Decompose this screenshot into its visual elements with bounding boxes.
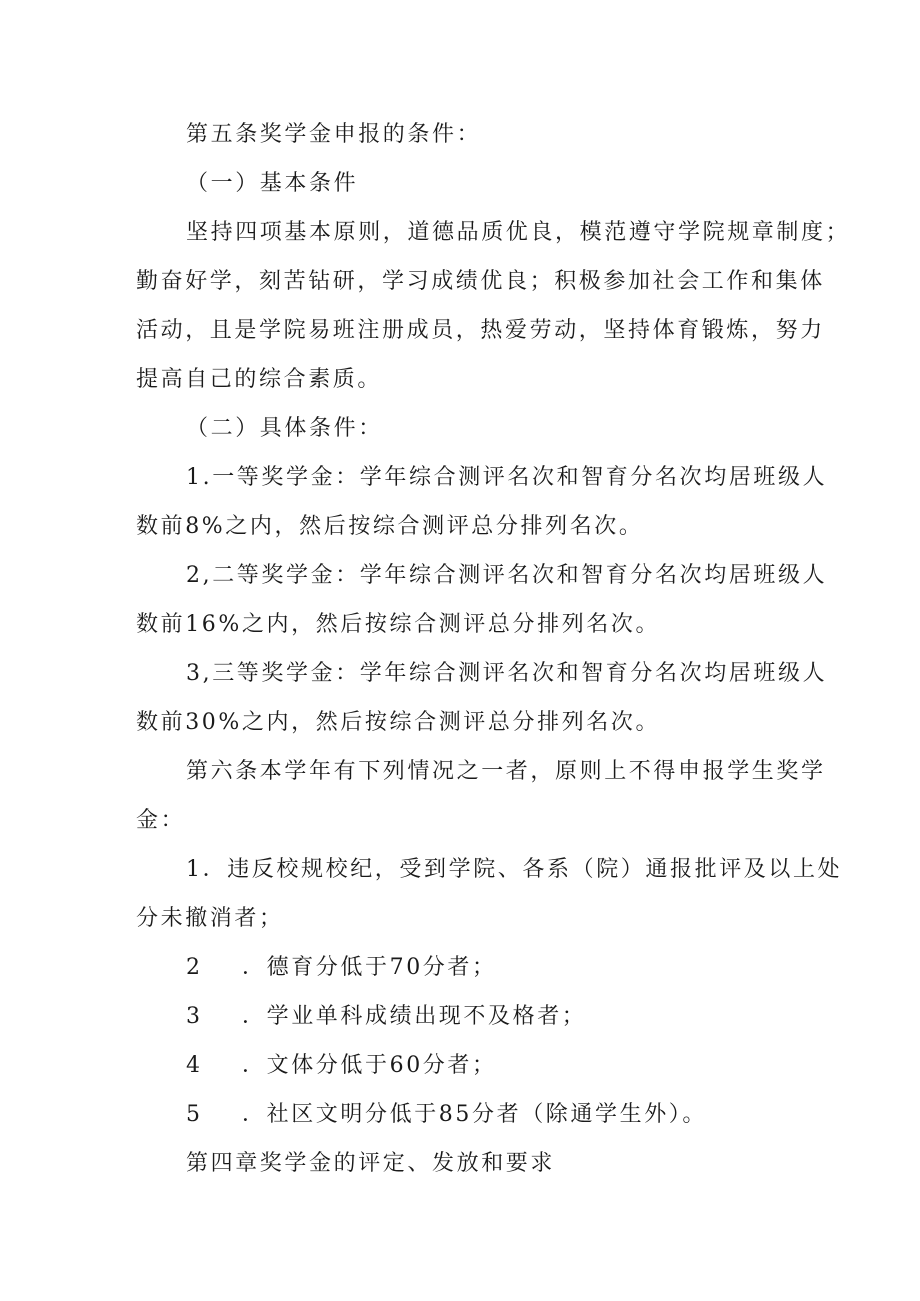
third-prize-line-2: 数前30%之内，然后按综合测评总分排列名次。: [136, 710, 661, 735]
article-5-title: 第五条奖学金申报的条件：: [186, 122, 482, 147]
article-6-line-2: 金：: [136, 808, 186, 833]
exclusion-item-5-number: 5: [186, 1102, 203, 1127]
basic-conditions-line-3: 活动，且是学院易班注册成员，热爱劳动，坚持体育锻炼，努力: [136, 318, 825, 343]
exclusion-item-4: [186, 1051, 497, 1081]
exclusion-item-3-text: ．学业单科成绩出现不及格者；: [242, 1004, 587, 1029]
exclusion-item-1-line-2: 分未撤消者；: [136, 906, 284, 931]
exclusion-item-4-number: 4: [186, 1053, 203, 1078]
specific-conditions-heading: （二）具体条件：: [186, 416, 383, 441]
basic-conditions-heading: （一）基本条件: [186, 171, 359, 196]
basic-conditions-line-2: 勤奋好学，刻苦钻研，学习成绩优良；积极参加社会工作和集体: [136, 269, 825, 294]
basic-conditions-line-1: 坚持四项基本原则，道德品质优良，模范遵守学院规章制度；: [186, 220, 851, 245]
exclusion-item-5-text: ．社区文明分低于85分者（除通学生外）。: [242, 1102, 707, 1127]
exclusion-item-3-number: 3: [186, 1004, 203, 1029]
exclusion-item-2: [186, 953, 497, 983]
exclusion-item-3: [186, 1002, 586, 1032]
exclusion-item-4-text: ．文体分低于60分者；: [242, 1053, 497, 1078]
third-prize-line-1: 3,三等奖学金：学年综合测评名次和智育分名次均居班级人: [186, 661, 828, 686]
exclusion-item-5: [186, 1100, 707, 1130]
second-prize-line-2: 数前16%之内，然后按综合测评总分排列名次。: [136, 612, 661, 637]
basic-conditions-line-4: 提高自己的综合素质。: [136, 367, 383, 392]
chapter-4-title: 第四章奖学金的评定、发放和要求: [186, 1151, 556, 1176]
first-prize-line-1: 1.一等奖学金：学年综合测评名次和智育分名次均居班级人: [186, 465, 828, 490]
exclusion-item-2-number: 2: [186, 955, 203, 980]
exclusion-item-1-line-1: 1．违反校规校纪，受到学院、各系（院）通报批评及以上处: [186, 857, 843, 882]
second-prize-line-1: 2,二等奖学金：学年综合测评名次和智育分名次均居班级人: [186, 563, 828, 588]
first-prize-line-2: 数前8%之内，然后按综合测评总分排列名次。: [136, 514, 644, 539]
article-6-line-1: 第六条本学年有下列情况之一者，原则上不得申报学生奖学: [186, 759, 826, 784]
exclusion-item-2-text: ．德育分低于70分者；: [242, 955, 497, 980]
